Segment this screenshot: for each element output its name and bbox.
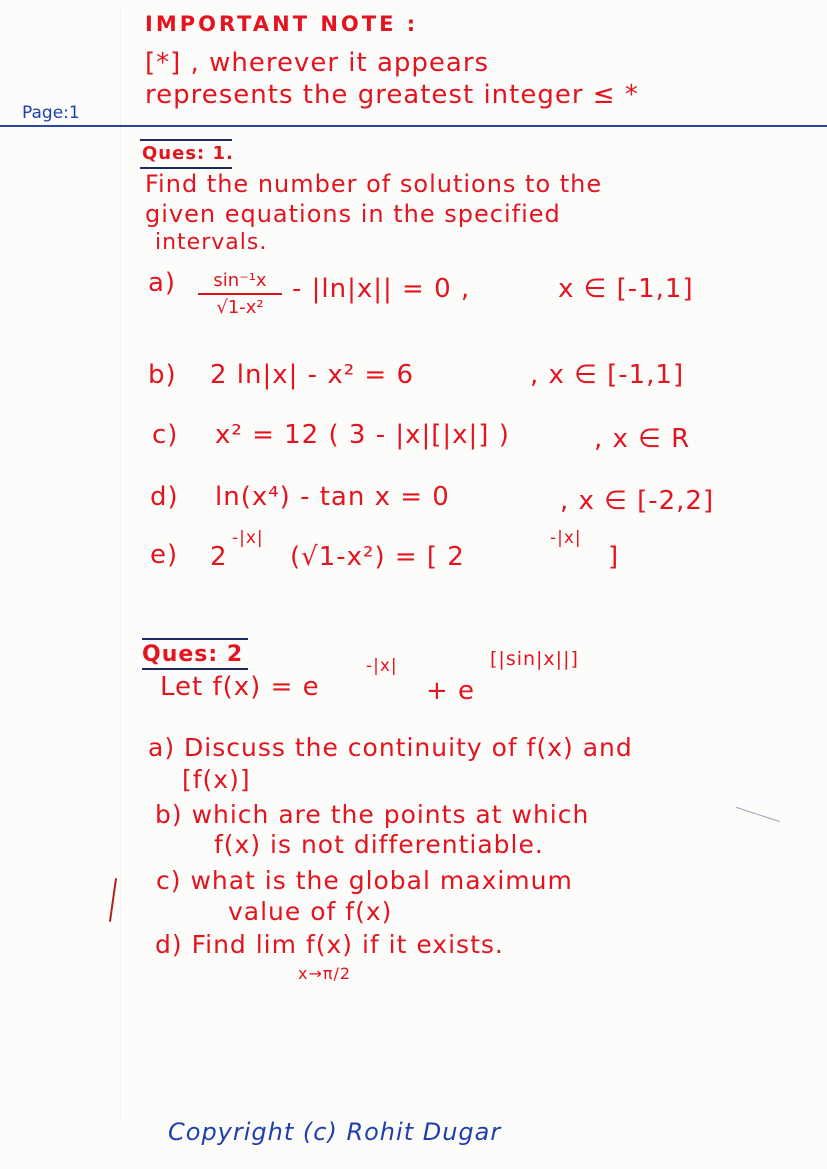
note-title: IMPORTANT NOTE :: [145, 12, 419, 36]
q2a-line-1: a) Discuss the continuity of f(x) and: [148, 733, 633, 762]
q1c-equation: x² = 12 ( 3 - |x|[|x|] ): [215, 420, 510, 450]
q1e-base: 2: [210, 542, 228, 572]
q1e-exponent-2: -|x|: [550, 528, 582, 548]
q1-heading-underline: [140, 167, 232, 169]
q2a-line-2: [f(x)]: [182, 765, 251, 794]
q1c-domain: , x ∈ R: [594, 424, 691, 454]
q2-heading: Ques: 2: [142, 642, 244, 667]
q2c-line-2: value of f(x): [228, 897, 393, 926]
note-line-1: [*] , wherever it appears: [145, 48, 490, 78]
q2d-line-1: d) Find lim f(x) if it exists.: [155, 930, 504, 959]
q2-definition-plus: + e: [426, 676, 476, 706]
q2-exponent-1: -|x|: [366, 656, 398, 676]
stray-pen-mark: [109, 878, 117, 922]
q1c-label: c): [152, 420, 179, 450]
q1e-exponent: -|x|: [232, 528, 264, 548]
note-line-2: represents the greatest integer ≤ *: [145, 80, 639, 110]
q1a-label: a): [148, 268, 177, 298]
header-rule: [0, 125, 827, 127]
q1a-fraction: [198, 270, 282, 318]
q1b-domain: , x ∈ [-1,1]: [530, 360, 685, 390]
q2b-line-2: f(x) is not differentiable.: [214, 830, 544, 859]
q1e-close-bracket: ]: [608, 542, 620, 572]
q1-intro-line-3: intervals.: [155, 230, 268, 255]
q1e-equation-rest: (√1-x²) = [ 2: [290, 542, 465, 572]
margin-line: [120, 10, 121, 1120]
copyright-text: Copyright (c) Rohit Dugar: [168, 1118, 502, 1146]
q1a-numerator: sin⁻¹x: [213, 270, 267, 291]
q2-heading-overline: [142, 638, 248, 640]
q1a-fraction-bar: [198, 293, 282, 295]
q2-definition: Let f(x) = e: [160, 672, 320, 702]
q1d-label: d): [150, 482, 179, 512]
q1-heading: Ques: 1.: [142, 143, 234, 164]
page-label: Page:1: [22, 103, 80, 123]
q1-heading-overline: [140, 139, 232, 141]
q1-intro-line-1: Find the number of solutions to the: [145, 170, 603, 198]
q2-heading-underline: [142, 668, 248, 670]
q1e-label: e): [150, 540, 179, 570]
q1-intro-line-2: given equations in the specified: [145, 200, 561, 228]
q2-exponent-2: [|sin|x||]: [490, 648, 579, 670]
q1a-denominator: √1-x²: [216, 297, 264, 318]
stray-pencil-mark: [736, 807, 780, 822]
q1d-domain: , x ∈ [-2,2]: [560, 486, 715, 516]
q1b-label: b): [148, 360, 177, 390]
q1d-equation: ln(x⁴) - tan x = 0: [215, 482, 450, 512]
q2b-line-1: b) which are the points at which: [155, 800, 590, 829]
q1a-domain: x ∈ [-1,1]: [558, 274, 694, 304]
q1b-equation: 2 ln|x| - x² = 6: [210, 360, 414, 390]
q2c-line-1: c) what is the global maximum: [156, 866, 573, 895]
q2d-limit-subscript: x→π/2: [298, 964, 352, 983]
q1a-equation-rest: - |ln|x|| = 0 ,: [292, 274, 471, 304]
